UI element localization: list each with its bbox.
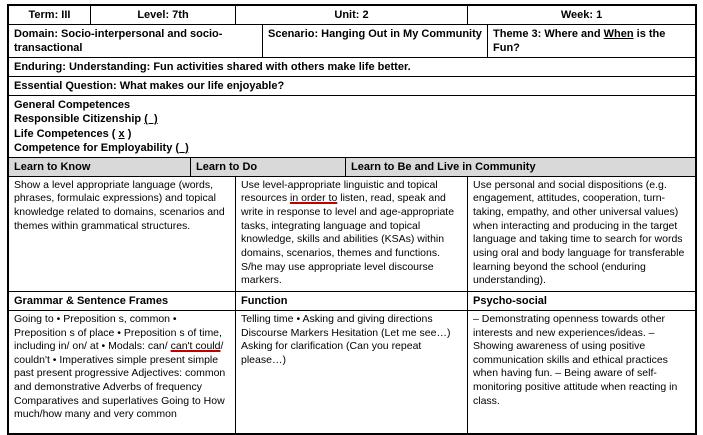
enduring-row (9, 58, 695, 77)
learn-to-do-marked: in order to (290, 192, 338, 205)
responsible-citizenship-checkbox: (_) (144, 113, 158, 126)
life-competences-label: Life Competences ( (14, 127, 119, 140)
employability-label: Competence for Employability (14, 141, 176, 154)
competence-responsible-citizenship (14, 112, 690, 126)
learn-to-be-header: Learn to Be and Live in Community (346, 158, 695, 176)
learn-to-be-text: Use personal and social dispositions (e.g. engagement, attitudes, cooperation, turn-taking, empathy, and other universal values) when interacting and producing in the target language and taking time to search for words using oral and body language for transferable learning beyond the school (enduring understanding). (473, 178, 685, 287)
life-competences-checkmark: x (118, 127, 125, 140)
level-cell: Level: 7th (91, 6, 236, 24)
psycho-social-text: – Demonstrating openness towards other interests and new experiences/ideas. – Showing awareness of using positive communication skills and ethical practices when having fun. – Being aware of self-monitoring positive attitude when reacting in class. (473, 312, 678, 407)
grammar-marked: can't could (170, 340, 221, 353)
competence-employability (14, 141, 690, 155)
grammar-before: Going to • Preposition s, common • Preposition s of place • Preposition s of time, including in/ on/ at • Modals: can/ (14, 312, 222, 353)
learn-to-do-before: Use level-appropriate linguistic and topical resources (241, 178, 438, 205)
competences-row (9, 96, 695, 157)
term-cell: Term: III (9, 6, 91, 24)
unit-cell: Unit: 2 (236, 6, 468, 24)
term-level-row (9, 6, 695, 25)
employability-checkbox: (_) (175, 141, 189, 154)
theme-cell (488, 25, 695, 57)
lesson-plan-table (7, 4, 697, 435)
theme-text-before: Theme 3: Where and (493, 28, 604, 41)
learn-to-know-header: Learn to Know (9, 158, 191, 176)
competence-life (14, 127, 690, 141)
learn-to-know-text: Show a level appropriate language (words, phrases, formulaic expressions) and topical knowledge related to domains, scenarios and themes within grammatical structures. (9, 177, 236, 291)
learn-to-do-after: listen, read, speak and write in response to level and age-appropriate tasks, integrating language and topical knowledge, skills and abilities (KSAs) within domains, scenarios, themes and functions. S/he may use appropriate level discourse markers. (241, 192, 455, 287)
grammar-after: / couldn't • Imperatives simple present simple past present progressive Adjectives: common and demonstrative Adverbs of frequency Comparatives and superlatives Going to How much/how many and very common (14, 340, 226, 421)
section-body-row (9, 311, 695, 433)
learn-to-do-header: Learn to Do (191, 158, 346, 176)
grammar-text (9, 311, 236, 433)
enduring-cell: Enduring: Understanding: Fun activities shared with others make life better. (14, 61, 411, 74)
life-competences-after: ) (124, 127, 132, 140)
learn-headers-row (9, 158, 695, 177)
competences-cell (9, 96, 695, 156)
grammar-header: Grammar & Sentence Frames (9, 292, 236, 310)
domain-cell: Domain: Socio-interpersonal and socio-transactional (9, 25, 263, 57)
domain-scenario-theme-row (9, 25, 695, 58)
theme-text-underlined: When (603, 28, 634, 41)
psycho-social-header: Psycho-social (473, 294, 547, 307)
essential-question-row (9, 77, 695, 96)
week-cell: Week: 1 (560, 9, 603, 21)
theme-text-after: is the Fun? (493, 28, 666, 55)
function-header: Function (236, 292, 468, 310)
competences-title: General Competences (14, 99, 131, 112)
essential-question-cell: Essential Question: What makes our life enjoyable? (14, 80, 285, 93)
section-headers-row (9, 292, 695, 311)
scenario-cell: Scenario: Hanging Out in My Community (263, 25, 488, 57)
learn-body-row (9, 177, 695, 292)
responsible-citizenship-label: Responsible Citizenship (14, 113, 145, 126)
function-text: Telling time • Asking and giving directions Discourse Markers Hesitation (Let me see…) Asking for clarification (Can you repeat please…) (236, 311, 468, 433)
learn-to-do-text (236, 177, 468, 291)
